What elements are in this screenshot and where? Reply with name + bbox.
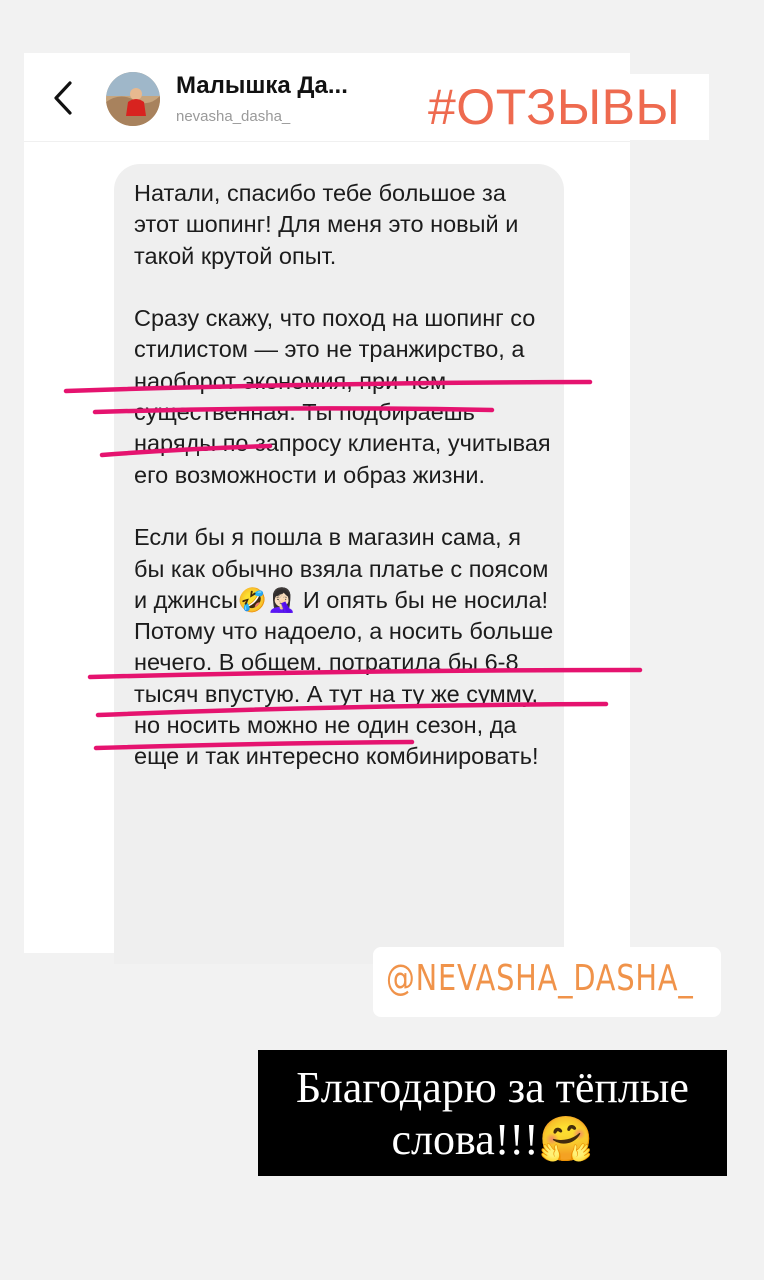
message-paragraph: Если бы я пошла в магазин сама, я бы как обычно взяла платье с поясом и джинсы🤣🤦🏻‍♀️ И опять бы не носила! Потому что надоело, а носить больше нечего. В общем, потратила бы 6-8 тысяч впустую. А тут на ту же сумму, но носить можно не один сезон, да еще и так интересно комбинировать! <box>134 524 554 770</box>
chat-contact-username: nevasha_dasha_ <box>176 108 291 125</box>
caption-text: Благодарю за тёплые слова!!!🤗 <box>296 1063 689 1164</box>
message-paragraph: Натали, спасибо тебе большое за этот шопинг! Для меня это новый и такой крутой опыт. <box>134 180 519 269</box>
avatar[interactable] <box>106 72 160 126</box>
hashtag-sticker-text: #ОТЗЫВЫ <box>428 79 681 135</box>
message-paragraph: Сразу скажу, что поход на шопинг со стилистом — это не транжирство, а наоборот экономия, при чем существенная. Ты подбираешь наряды по запросу клиента, учитывая его возможности и образ жизни. <box>134 305 551 488</box>
chat-contact-name[interactable]: Малышка Да... <box>176 72 348 99</box>
chevron-left-icon[interactable] <box>50 80 76 116</box>
mention-sticker-text[interactable]: @NEVASHA_DASHA_ <box>386 958 694 999</box>
message-text <box>134 178 554 773</box>
